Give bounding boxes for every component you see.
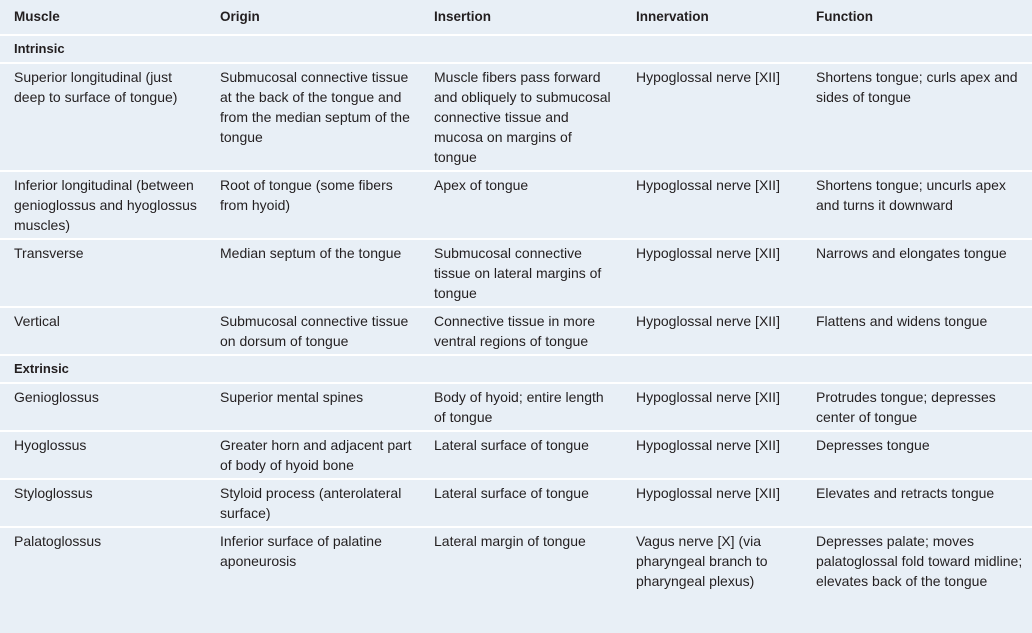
section-row-intrinsic xyxy=(0,35,1032,63)
table-row xyxy=(0,171,1032,239)
cell-muscle: Inferior longitudinal (between genioglossus and hyoglossus muscles) xyxy=(14,177,197,233)
cell-origin: Median septum of the tongue xyxy=(220,245,402,261)
cell-insertion: Lateral surface of tongue xyxy=(434,485,589,501)
cell-function: Shortens tongue; curls apex and sides of tongue xyxy=(816,69,1018,105)
cell-innervation: Hypoglossal nerve [XII] xyxy=(636,485,780,501)
table-row xyxy=(0,239,1032,307)
header-insertion: Insertion xyxy=(434,9,492,24)
cell-function: Depresses palate; moves palatoglossal fold toward midline; elevates back of the tongue xyxy=(816,533,1023,589)
cell-function: Depresses tongue xyxy=(816,437,930,453)
cell-insertion: Connective tissue in more ventral regions of tongue xyxy=(434,313,596,349)
cell-function: Elevates and retracts tongue xyxy=(816,485,995,501)
cell-muscle: Transverse xyxy=(14,245,84,261)
cell-function: Shortens tongue; uncurls apex and turns it downward xyxy=(816,177,1006,213)
table-row xyxy=(0,383,1032,431)
cell-muscle: Styloglossus xyxy=(14,485,93,501)
cell-innervation: Hypoglossal nerve [XII] xyxy=(636,313,780,329)
cell-insertion: Lateral margin of tongue xyxy=(434,533,586,549)
cell-origin: Styloid process (anterolateral surface) xyxy=(220,485,402,521)
cell-innervation: Hypoglossal nerve [XII] xyxy=(636,69,780,85)
cell-insertion: Apex of tongue xyxy=(434,177,529,193)
cell-origin: Submucosal connective tissue on dorsum of tongue xyxy=(220,313,409,349)
cell-innervation: Hypoglossal nerve [XII] xyxy=(636,245,780,261)
cell-innervation: Hypoglossal nerve [XII] xyxy=(636,437,780,453)
cell-origin: Submucosal connective tissue at the back of the tongue and from the median septum of the tongue xyxy=(220,69,410,145)
cell-function: Protrudes tongue; depresses center of tongue xyxy=(816,389,996,425)
header-muscle: Muscle xyxy=(14,9,60,24)
cell-function: Flattens and widens tongue xyxy=(816,313,988,329)
cell-origin: Greater horn and adjacent part of body of hyoid bone xyxy=(220,437,412,473)
section-label: Intrinsic xyxy=(14,41,65,56)
table-row xyxy=(0,431,1032,479)
cell-origin: Root of tongue (some fibers from hyoid) xyxy=(220,177,393,213)
cell-origin: Inferior surface of palatine aponeurosis xyxy=(220,533,382,569)
header-function: Function xyxy=(816,9,873,24)
cell-muscle: Genioglossus xyxy=(14,389,99,405)
cell-innervation: Hypoglossal nerve [XII] xyxy=(636,177,780,193)
section-label: Extrinsic xyxy=(14,361,69,376)
cell-innervation: Hypoglossal nerve [XII] xyxy=(636,389,780,405)
header-row xyxy=(0,0,1032,35)
section-row-extrinsic xyxy=(0,355,1032,383)
cell-muscle: Vertical xyxy=(14,313,60,329)
cell-insertion: Lateral surface of tongue xyxy=(434,437,589,453)
cell-insertion: Submucosal connective tissue on lateral margins of tongue xyxy=(434,245,602,301)
cell-muscle: Hyoglossus xyxy=(14,437,87,453)
table-row xyxy=(0,479,1032,527)
table-row xyxy=(0,63,1032,171)
table-row xyxy=(0,527,1032,594)
cell-function: Narrows and elongates tongue xyxy=(816,245,1007,261)
cell-insertion: Muscle fibers pass forward and obliquely to submucosal connective tissue and mucosa on margins of tongue xyxy=(434,69,611,165)
header-innervation: Innervation xyxy=(636,9,709,24)
table-row xyxy=(0,307,1032,355)
cell-origin: Superior mental spines xyxy=(220,389,364,405)
cell-insertion: Body of hyoid; entire length of tongue xyxy=(434,389,604,425)
header-origin: Origin xyxy=(220,9,260,24)
cell-innervation: Vagus nerve [X] (via pharyngeal branch to pharyngeal plexus) xyxy=(636,533,768,589)
cell-muscle: Palatoglossus xyxy=(14,533,102,549)
cell-muscle: Superior longitudinal (just deep to surface of tongue) xyxy=(14,69,178,105)
